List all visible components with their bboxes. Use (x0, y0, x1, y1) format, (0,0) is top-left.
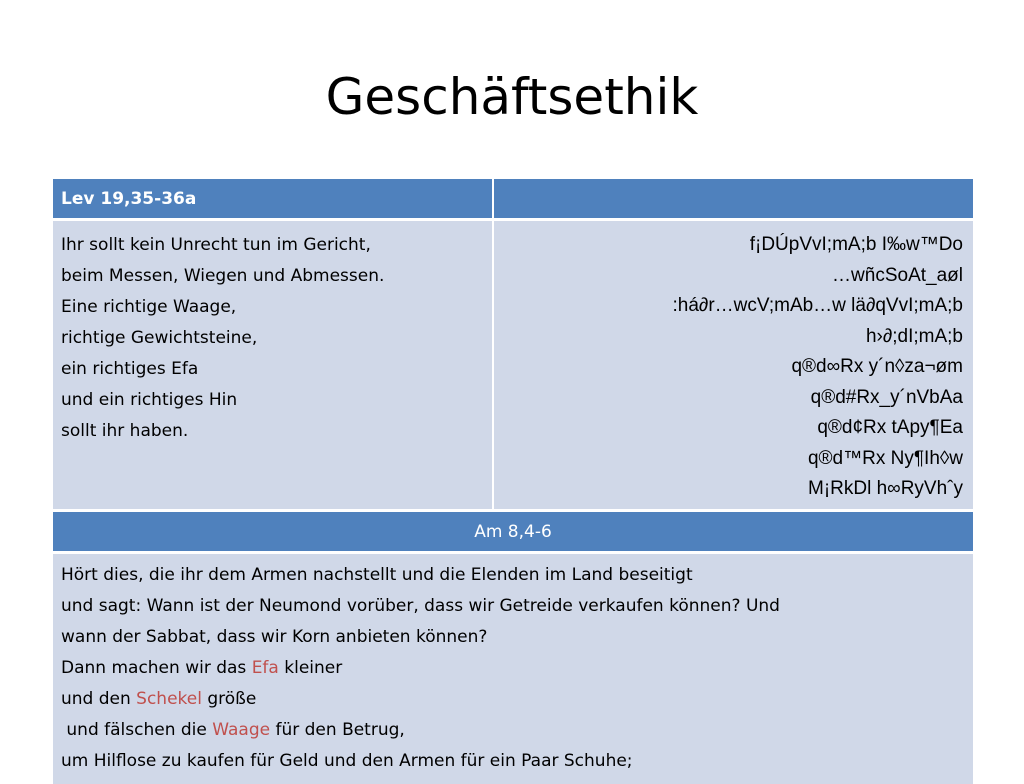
header-cell-lev-reference: Lev 19,35-36a (53, 179, 494, 218)
lev-hebrew-line: :há∂r…wcV;mAb…w lä∂qVvI;mA;b (672, 295, 963, 316)
amos-line: um Hilflose zu kaufen für Geld und den Armen für ein Paar Schuhe; (61, 751, 633, 771)
header-cell-amos-reference: Am 8,4-6 (53, 512, 973, 551)
lev-german-line: beim Messen, Wiegen und Abmessen. (61, 266, 385, 286)
amos-line: und sagt: Wann ist der Neumond vorüber, dass wir Getreide verkaufen können? Und (61, 596, 780, 616)
lev-german-cell (53, 221, 494, 509)
lev-hebrew-cell (494, 221, 973, 509)
lev-hebrew-line: q®d#Rx_y´nVbAa (810, 386, 963, 408)
header-row-lev (53, 179, 973, 221)
amos-text-cell (53, 554, 973, 784)
lev-hebrew-line: q®d™Rx Ny¶Ih◊w (807, 447, 963, 469)
amos-line (61, 715, 965, 746)
amos-text: größe (201, 689, 257, 709)
lev-hebrew-line: q®d¢Rx tApy¶Ea (817, 417, 963, 438)
lev-german-line: ein richtiges Efa (61, 359, 199, 379)
amos-text: kleiner (278, 658, 343, 678)
lev-german-line: und ein richtiges Hin (61, 390, 238, 410)
header-cell-empty (494, 179, 973, 218)
lev-german-line: sollt ihr haben. (61, 421, 189, 441)
lev-hebrew-line: h›∂;dI;mA;b (865, 325, 963, 347)
lev-german-line: Ihr sollt kein Unrecht tun im Gericht, (61, 235, 371, 255)
amos-text: und den (61, 689, 137, 709)
amos-line (61, 653, 965, 684)
highlight-efa: Efa (251, 658, 279, 678)
lev-hebrew-line: M¡RkDl h∞RyVhˆy (808, 478, 963, 499)
highlight-schekel: Schekel (136, 689, 202, 709)
amos-line: wann der Sabbat, dass wir Korn anbieten können? (61, 627, 488, 647)
scripture-table (53, 179, 973, 784)
amos-text: und fälschen die (61, 720, 213, 740)
slide-title: Geschäftsethik (325, 68, 699, 126)
highlight-waage: Waage (212, 720, 271, 740)
lev-hebrew-line: …wñcSoAt_aøl (832, 264, 963, 286)
lev-hebrew-line: f¡DÚpVvI;mA;b I‰w™Do (749, 234, 963, 255)
lev-german-line: Eine richtige Waage, (61, 297, 237, 317)
amos-text-row (53, 554, 973, 784)
amos-line: Hört dies, die ihr dem Armen nachstellt und die Elenden im Land beseitigt (61, 565, 693, 585)
amos-text: Dann machen wir das (61, 658, 252, 678)
lev-german-line: richtige Gewichtsteine, (61, 328, 258, 348)
lev-text-row (53, 221, 973, 512)
amos-line (61, 684, 965, 715)
amos-text: für den Betrug, (270, 720, 405, 740)
lev-hebrew-line: q®d∞Rx y´n◊za¬øm (791, 356, 963, 377)
header-row-amos (53, 512, 973, 554)
